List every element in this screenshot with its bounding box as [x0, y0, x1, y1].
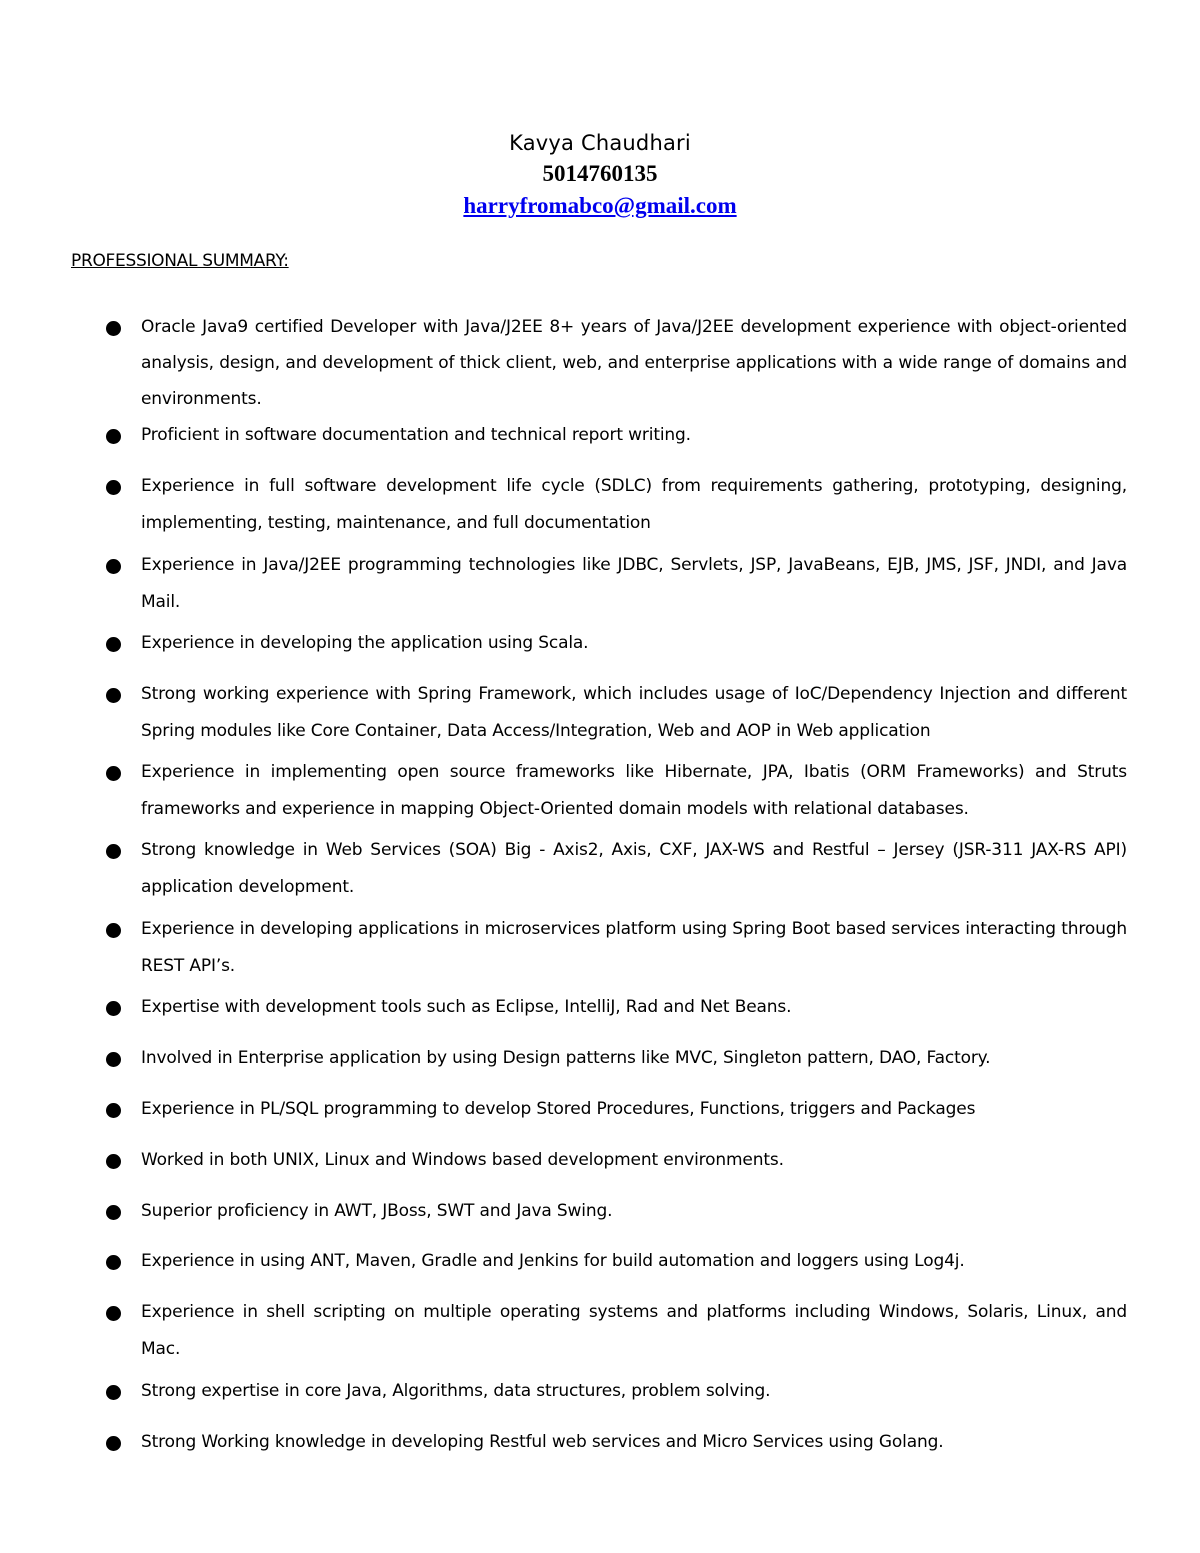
list-item-text: Experience in Java/J2EE programming technologies like JDBC, Servlets, JSP, JavaBeans, EJB, JMS, JSF, JNDI, and Java Mail.	[141, 555, 1127, 612]
list-item-text: Experience in developing the application using Scala.	[141, 633, 589, 653]
list-item-text: Worked in both UNIX, Linux and Windows based development environments.	[141, 1150, 784, 1170]
bullet-icon	[106, 559, 121, 574]
bullet-icon	[106, 637, 121, 652]
list-item-text: Expertise with development tools such as Eclipse, IntelliJ, Rad and Net Beans.	[141, 997, 792, 1017]
bullet-icon	[106, 1385, 121, 1400]
list-item-text: Experience in shell scripting on multiple operating systems and platforms including Windows, Solaris, Linux, and Mac.	[141, 1302, 1127, 1359]
bullet-icon	[106, 1436, 121, 1451]
bullet-icon	[106, 480, 121, 495]
list-item-text: Strong knowledge in Web Services (SOA) Big - Axis2, Axis, CXF, JAX-WS and Restful – Jersey (JSR-311 JAX-RS API) application development.	[141, 840, 1127, 897]
bullet-icon	[106, 1052, 121, 1067]
bullet-icon	[106, 429, 121, 444]
list-item-text: Experience in full software development life cycle (SDLC) from requirements gathering, prototyping, designing, implementing, testing, maintenance, and full documentation	[141, 476, 1127, 533]
list-item-text: Superior proficiency in AWT, JBoss, SWT and Java Swing.	[141, 1201, 613, 1221]
bullet-icon	[106, 1001, 121, 1016]
bullet-icon	[106, 1103, 121, 1118]
list-item-text: Experience in implementing open source frameworks like Hibernate, JPA, Ibatis (ORM Frameworks) and Struts frameworks and experience in mapping Object-Oriented domain models with relational databases.	[141, 762, 1127, 819]
list-item-text: Experience in using ANT, Maven, Gradle and Jenkins for build automation and loggers using Log4j.	[141, 1251, 965, 1271]
list-item-text: Proficient in software documentation and technical report writing.	[141, 425, 691, 445]
list-item-text: Strong Working knowledge in developing Restful web services and Micro Services using Golang.	[141, 1432, 944, 1452]
professional-summary-heading: PROFESSIONAL SUMMARY:	[71, 251, 289, 271]
bullet-icon	[106, 1255, 121, 1270]
bullet-icon	[106, 1306, 121, 1321]
list-item-text: Experience in developing applications in microservices platform using Spring Boot based services interacting through REST API’s.	[141, 919, 1127, 976]
bullet-icon	[106, 321, 121, 336]
bullet-icon	[106, 1205, 121, 1220]
email-link[interactable]: harryfromabco@gmail.com	[463, 193, 737, 218]
list-item-text: Involved in Enterprise application by using Design patterns like MVC, Singleton pattern, DAO, Factory.	[141, 1048, 991, 1068]
list-item-text: Oracle Java9 certified Developer with Java/J2EE 8+ years of Java/J2EE development experience with object-oriented analysis, design, and development of thick client, web, and enterprise applications with a wide range of domains and environments.	[141, 317, 1127, 409]
bullet-icon	[106, 1154, 121, 1169]
list-item-text: Strong expertise in core Java, Algorithms, data structures, problem solving.	[141, 1381, 771, 1401]
bullet-icon	[106, 766, 121, 781]
list-item-text: Experience in PL/SQL programming to develop Stored Procedures, Functions, triggers and Packages	[141, 1099, 976, 1119]
phone-number: 5014760135	[542, 161, 658, 186]
bullet-icon	[106, 923, 121, 938]
bullet-icon	[106, 688, 121, 703]
bullet-icon	[106, 844, 121, 859]
list-item-text: Strong working experience with Spring Framework, which includes usage of IoC/Dependency Injection and different Spring modules like Core Container, Data Access/Integration, Web and AOP in Web application	[141, 684, 1127, 741]
candidate-name: Kavya Chaudhari	[509, 131, 691, 155]
